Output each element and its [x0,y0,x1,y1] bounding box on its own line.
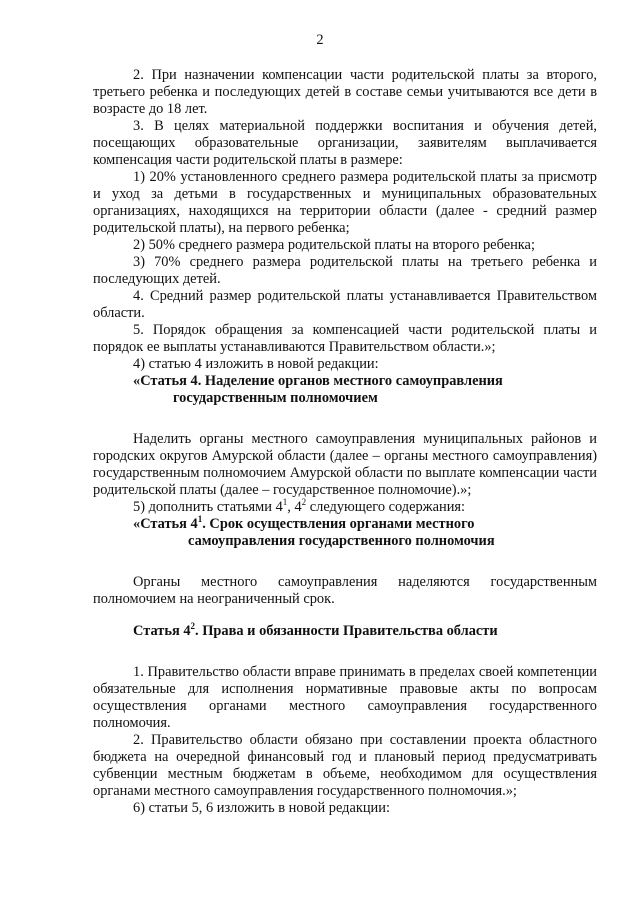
paragraph: 5. Порядок обращения за компенсацией части родительской платы и порядок ее выплаты устанавливаются Правительством области.»; [93,322,597,355]
paragraph: Наделить органы местного самоуправления муниципальных районов и городских округов Амурской области (далее – органы местного самоуправления) государственным полномочием Амурской области по выплате компенсации части родительской платы (далее – государственное полномочие).»; [93,431,597,498]
paragraph: Органы местного самоуправления наделяются государственным полномочием на неограниченный срок. [93,574,597,607]
heading-article-4-1-line2: самоуправления государственного полномочия [188,533,495,549]
paragraph: 2. Правительство области обязано при составлении проекта областного бюджета на очередной финансовый год и плановый период предусматривать субвенции местным бюджетам в объеме, необходимом для осуществления органами местного самоуправления государственного полномочия.»; [93,732,597,799]
paragraph: 6) статьи 5, 6 изложить в новой редакции: [133,800,390,816]
document-body [93,67,597,817]
heading-article-4-2: Статья $4^2$. Права и обязанности Правительства области [133,621,498,639]
heading-article-4-1: «Статья $4^1$. Срок осуществления органами местного [133,514,475,532]
paragraph: 2. При назначении компенсации части родительской платы за второго, третьего ребенка и последующих детей в составе семьи учитываются все дети в возрасте до 18 лет. [93,67,597,117]
paragraph: 4. Средний размер родительской платы устанавливается Правительством области. [93,288,597,321]
heading-article-4-line2: государственным полномочием [173,390,378,406]
paragraph: 4) статью 4 изложить в новой редакции: [133,356,379,372]
paragraph: 2) 50% среднего размера родительской платы на второго ребенка; [133,237,535,253]
paragraph: 3) 70% среднего размера родительской платы на третьего ребенка и последующих детей. [93,254,597,287]
page-number: 2 [316,32,324,48]
heading-article-4: «Статья 4. Наделение органов местного самоуправления [133,373,503,389]
paragraph: 1) 20% установленного среднего размера родительской платы за присмотр и уход за детьми в государственных и муниципальных образовательных организациях, находящихся на территории области (далее - средний размер родительской платы), на первого ребенка; [93,169,597,236]
paragraph: 3. В целях материальной поддержки воспитания и обучения детей, посещающих образовательные организации, заявителям выплачивается компенсация части родительской платы в размере: [93,118,597,168]
paragraph: 5) дополнить статьями $4^1$, $4^2$ следующего содержания: [133,497,466,515]
paragraph: 1. Правительство области вправе принимать в пределах своей компетенции обязательные для исполнения нормативные правовые акты по вопросам осуществления органами местного самоуправления государственного полномочия. [93,664,597,731]
